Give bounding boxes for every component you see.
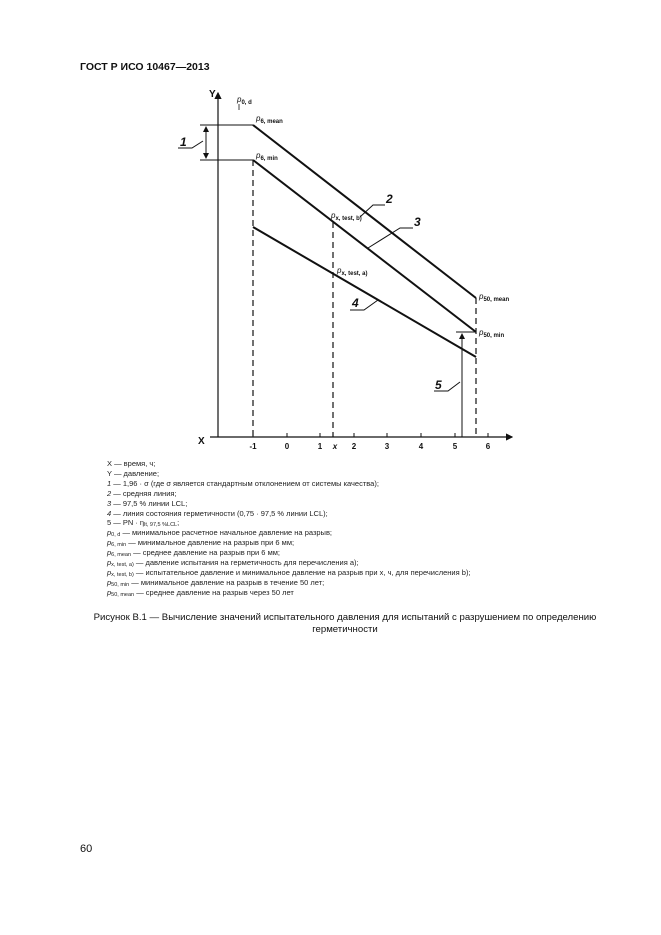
callout-4: 4 — [352, 296, 359, 310]
legend-row: $p_{x, test, b)}$ — испытательное давление и минимальное давление на разрыв при x, ч, для перечисления b); — [107, 567, 471, 578]
x-tick-label: 0 — [284, 442, 290, 451]
label-p50min: $p_{50, min}$ — [479, 328, 505, 339]
label-pxtestb: $p_{x, test, b)}$ — [331, 211, 362, 222]
callout-1: 1 — [180, 135, 187, 149]
callout-2: 2 — [386, 192, 393, 206]
legend-row: 4 — линия состояния герметичности (0,75 · 97,5 % линии LCL); — [107, 508, 328, 518]
callout-5: 5 — [435, 378, 442, 392]
legend-row: $p_{50, min}$ — минимальное давление на разрыв в течение 50 лет; — [107, 577, 325, 588]
x-tick-label: 4 — [418, 442, 424, 451]
x-tick-label: 1 — [317, 442, 323, 451]
page-number: 60 — [80, 843, 93, 855]
legend-row: $p_{x, test, a)}$ — давление испытания на герметичность для перечисления а); — [107, 558, 359, 569]
legend-row: X — время, ч; — [107, 459, 156, 468]
label-p6mean: $p_{6, mean}$ — [256, 114, 283, 125]
x-tick-label: -1 — [249, 442, 257, 451]
document-header: ГОСТ Р ИСО 10467—2013 — [80, 61, 210, 73]
legend-row: 2 — средняя линия; — [107, 488, 177, 498]
legend-row: 5 — PN · $\eta_{lt, 97,5 \%LCL}$; — [107, 518, 180, 529]
label-p6min: $p_{6, min}$ — [256, 151, 278, 162]
legend-row: Y — давление; — [107, 468, 160, 478]
legend-row: 3 — 97,5 % линии LCL; — [107, 498, 188, 508]
x-tick-label: 6 — [485, 442, 491, 451]
x-tick-label: 3 — [384, 442, 390, 451]
label-pxtesta: $p_{x, test, a)}$ — [337, 266, 368, 277]
callout-3: 3 — [414, 215, 421, 229]
legend-row: $p_{50, mean}$ — среднее давление на разрыв через 50 лет — [107, 587, 294, 598]
legend-row: $p_{0, d}$ — минимальное расчетное начальное давление на разрыв; — [107, 528, 333, 539]
label-p50mean: $p_{50, mean}$ — [479, 292, 510, 303]
y-axis-label: Y — [209, 89, 216, 100]
x-axis-label: X — [198, 436, 205, 447]
legend — [107, 459, 577, 598]
x-tick-label: 5 — [452, 442, 458, 451]
x-tick-label: x — [332, 442, 338, 451]
legend-row: $p_{6, min}$ — минимальное давление на разрыв при 6 мм; — [107, 538, 295, 549]
legend-row: 1 — 1,96 · σ (где σ является стандартным отклонением от системы качества); — [107, 478, 379, 488]
x-tick-label: 2 — [351, 442, 357, 451]
label-p0d: $p_{0, d}$ — [237, 95, 252, 106]
figure-caption: Рисунок В.1 — Вычисление значений испытательного давления для испытаний с разрушением по определению герметичности — [93, 612, 597, 635]
legend-row: $p_{6, mean}$ — среднее давление на разрыв при 6 мм; — [107, 548, 280, 559]
